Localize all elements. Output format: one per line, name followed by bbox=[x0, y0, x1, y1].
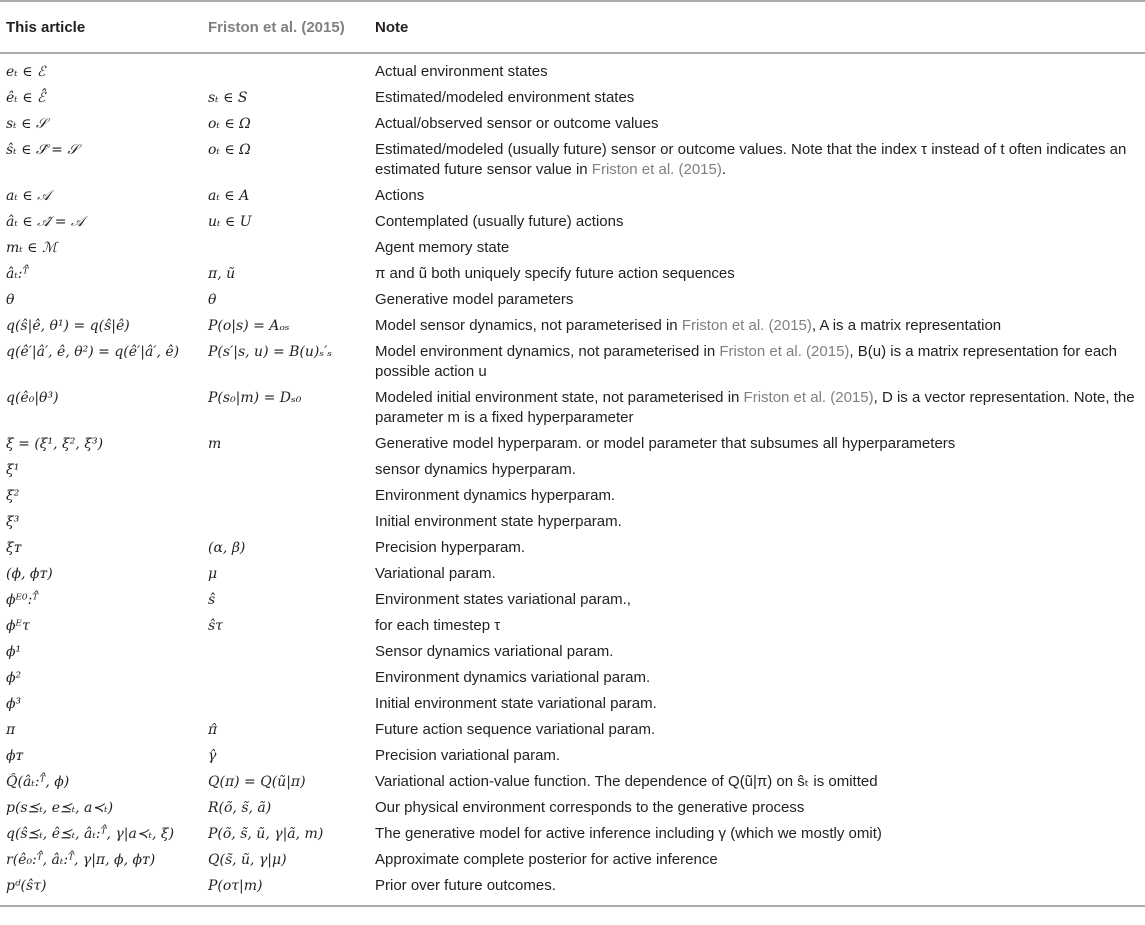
cell-note: Initial environment state hyperparam. bbox=[375, 513, 622, 530]
table-row bbox=[0, 587, 1145, 613]
cell-this-article: sₜ ∈ 𝒮 bbox=[6, 116, 47, 132]
table-row bbox=[0, 743, 1145, 769]
table-row bbox=[0, 483, 1145, 509]
cell-note: Agent memory state bbox=[375, 239, 510, 256]
table-row bbox=[0, 457, 1145, 483]
table-row bbox=[0, 261, 1145, 287]
cell-note: Environment dynamics hyperparam. bbox=[375, 487, 616, 504]
cell-this-article: ŝₜ ∈ 𝒮̂ = 𝒮 bbox=[6, 142, 79, 158]
header-friston: Friston et al. (2015) bbox=[202, 1, 369, 53]
cell-note: Prior over future outcomes. bbox=[369, 873, 1145, 906]
table-row bbox=[0, 431, 1145, 457]
cell-this-article: ξ = (ξ¹, ξ², ξ³) bbox=[6, 436, 104, 452]
cell-friston: uₜ ∈ U bbox=[208, 214, 252, 230]
cell-this-article: θ bbox=[6, 292, 15, 308]
cell-friston: P(o|s) = Aₒₛ bbox=[208, 318, 290, 334]
cell-note: Variational action-value function. The dependence of Q(ũ|π) on ŝₜ is omitted bbox=[375, 773, 878, 790]
header-row bbox=[0, 1, 1145, 53]
table-row bbox=[0, 287, 1145, 313]
table-row bbox=[0, 691, 1145, 717]
table-row bbox=[0, 53, 1145, 85]
cell-note: sensor dynamics hyperparam. bbox=[375, 461, 576, 478]
cell-friston bbox=[202, 457, 369, 483]
header-this-article: This article bbox=[0, 1, 202, 53]
cell-friston: π̂ bbox=[208, 722, 218, 738]
cell-this-article: Q̂(âₜ:ᵀ̂, ϕ) bbox=[6, 774, 70, 790]
cell-this-article: ξᴛ bbox=[6, 540, 22, 556]
cell-note: Generative model parameters bbox=[375, 291, 574, 308]
cell-note: Variational param. bbox=[375, 565, 496, 582]
cell-this-article: r(ê₀:ᵀ̂, âₜ:ᵀ̂, γ|π, ϕ, ϕᴛ) bbox=[6, 852, 156, 868]
cell-this-article: eₜ ∈ ℰ bbox=[6, 64, 46, 80]
table-row bbox=[0, 873, 1145, 906]
cell-this-article: âₜ:ᵀ̂ bbox=[6, 266, 29, 282]
cell-friston: ŝτ bbox=[208, 618, 223, 634]
cell-friston bbox=[202, 53, 369, 85]
cell-friston bbox=[202, 483, 369, 509]
cell-this-article: êₜ ∈ ℰ̂ bbox=[6, 90, 46, 106]
cell-friston: sₜ ∈ S bbox=[208, 90, 248, 106]
cell-note: The generative model for active inference including γ (which we mostly omit) bbox=[375, 825, 882, 842]
citation-link[interactable]: Friston et al. (2015) bbox=[719, 343, 850, 360]
cell-this-article: ϕ³ bbox=[6, 696, 22, 712]
cell-friston: θ bbox=[208, 292, 217, 308]
cell-note: Model environment dynamics, not parameterised in Friston et al. (2015), B(u) is a matrix representation for each possible action u bbox=[375, 343, 1118, 380]
cell-note: Actual/observed sensor or outcome values bbox=[375, 115, 659, 132]
cell-note: Precision hyperparam. bbox=[375, 539, 526, 556]
table-row bbox=[0, 137, 1145, 183]
cell-note: π and ũ both uniquely specify future action sequences bbox=[375, 265, 735, 282]
cell-this-article: aₜ ∈ 𝒜 bbox=[6, 188, 51, 204]
header-note: Note bbox=[369, 1, 1145, 53]
cell-this-article: ξ³ bbox=[6, 514, 20, 530]
table-row bbox=[0, 847, 1145, 873]
cell-this-article: ϕᴱ⁰:ᵀ̂ bbox=[6, 592, 39, 608]
cell-friston: ŝ bbox=[208, 592, 216, 608]
cell-friston: P(oτ|m) bbox=[202, 873, 369, 906]
cell-note: Estimated/modeled (usually future) sensor or outcome values. Note that the index τ instead of t often indicates an estimated future sensor value in Friston et al. (2015). bbox=[375, 141, 1127, 178]
cell-friston: (α, β) bbox=[208, 540, 246, 556]
table-row bbox=[0, 183, 1145, 209]
table-row bbox=[0, 639, 1145, 665]
cell-friston: P(s₀|m) = Dₛ₀ bbox=[208, 390, 302, 406]
cell-friston: R(õ, s̃, ã) bbox=[208, 800, 272, 816]
citation-link[interactable]: Friston et al. (2015) bbox=[681, 317, 812, 334]
table-body bbox=[0, 53, 1145, 906]
cell-this-article: ϕ² bbox=[6, 670, 22, 686]
cell-friston: P(s′|s, u) = B(u)ₛ′ₛ bbox=[208, 344, 332, 360]
cell-note: Actions bbox=[375, 187, 425, 204]
cell-this-article: ξ² bbox=[6, 488, 20, 504]
cell-this-article: q(ŝ|ê, θ¹) = q(ŝ|ê) bbox=[6, 318, 130, 334]
table-row bbox=[0, 385, 1145, 431]
cell-this-article: mₜ ∈ ℳ bbox=[6, 240, 57, 256]
table-row bbox=[0, 209, 1145, 235]
cell-this-article: q(ê₀|θ³) bbox=[6, 390, 59, 406]
table-row bbox=[0, 821, 1145, 847]
citation-link[interactable]: Friston et al. (2015) bbox=[591, 161, 722, 178]
cell-friston: m bbox=[208, 436, 222, 452]
cell-friston: γ̂ bbox=[208, 748, 217, 764]
cell-this-article: ϕ¹ bbox=[6, 644, 22, 660]
table-row bbox=[0, 665, 1145, 691]
cell-friston: Q(s̃, ũ, γ|μ) bbox=[208, 852, 287, 868]
cell-friston: P(õ, s̃, ũ, γ|ã, m) bbox=[208, 826, 324, 842]
cell-friston bbox=[202, 509, 369, 535]
cell-this-article: ϕᴛ bbox=[6, 748, 24, 764]
cell-note: Initial environment state variational param. bbox=[375, 695, 657, 712]
cell-note: Approximate complete posterior for active inference bbox=[375, 851, 718, 868]
cell-note: Sensor dynamics variational param. bbox=[375, 643, 614, 660]
cell-this-article: âₜ ∈ 𝒜̂ = 𝒜 bbox=[6, 214, 85, 230]
table-row bbox=[0, 313, 1145, 339]
table-row bbox=[0, 509, 1145, 535]
cell-friston: Q(π) = Q(ũ|π) bbox=[208, 774, 306, 790]
table-row bbox=[0, 795, 1145, 821]
citation-link[interactable]: Friston et al. (2015) bbox=[743, 389, 874, 406]
cell-this-article: ξ¹ bbox=[6, 462, 20, 478]
cell-this-article: p(s⪯ₜ, e⪯ₜ, a≺ₜ) bbox=[6, 800, 114, 816]
cell-this-article: q(ŝ⪯ₜ, ê⪯ₜ, âₜ:ᵀ̂, γ|a≺ₜ, ξ) bbox=[6, 826, 175, 842]
cell-note: Model sensor dynamics, not parameterised in Friston et al. (2015), A is a matrix representation bbox=[375, 317, 1002, 334]
cell-friston bbox=[202, 639, 369, 665]
table-row bbox=[0, 339, 1145, 385]
table-row bbox=[0, 235, 1145, 261]
cell-this-article: pᵈ(ŝτ) bbox=[0, 873, 202, 906]
table-row bbox=[0, 613, 1145, 639]
cell-note: for each timestep τ bbox=[375, 617, 501, 634]
cell-friston: aₜ ∈ A bbox=[208, 188, 250, 204]
cell-friston: oₜ ∈ Ω bbox=[208, 142, 251, 158]
cell-note: Our physical environment corresponds to the generative process bbox=[375, 799, 805, 816]
cell-friston: oₜ ∈ Ω bbox=[208, 116, 251, 132]
cell-this-article: π bbox=[6, 722, 16, 738]
cell-note: Contemplated (usually future) actions bbox=[375, 213, 624, 230]
cell-friston: π, ũ bbox=[208, 266, 236, 282]
cell-note: Modeled initial environment state, not parameterised in Friston et al. (2015), D is a vector representation. Note, the parameter m is a fixed hyperparameter bbox=[375, 389, 1135, 426]
cell-friston bbox=[202, 665, 369, 691]
cell-note: Precision variational param. bbox=[375, 747, 561, 764]
cell-note: Actual environment states bbox=[375, 63, 548, 80]
cell-this-article: (ϕ, ϕᴛ) bbox=[6, 566, 53, 582]
table-header bbox=[0, 1, 1145, 53]
table-row bbox=[0, 85, 1145, 111]
cell-this-article: q(ê′|â′, ê, θ²) = q(ê′|â′, ê) bbox=[6, 344, 180, 360]
table-row bbox=[0, 717, 1145, 743]
cell-friston bbox=[202, 235, 369, 261]
table-row bbox=[0, 561, 1145, 587]
table-row bbox=[0, 535, 1145, 561]
cell-note: Environment dynamics variational param. bbox=[375, 669, 651, 686]
cell-note: Estimated/modeled environment states bbox=[375, 89, 635, 106]
cell-note: Future action sequence variational param. bbox=[375, 721, 656, 738]
cell-friston bbox=[202, 691, 369, 717]
table-row bbox=[0, 769, 1145, 795]
cell-note: Generative model hyperparam. or model parameter that subsumes all hyperparameters bbox=[375, 435, 956, 452]
cell-friston: μ bbox=[208, 566, 218, 582]
cell-note: Environment states variational param., bbox=[375, 591, 631, 608]
cell-this-article: ϕᴱτ bbox=[6, 618, 30, 634]
table-row bbox=[0, 111, 1145, 137]
